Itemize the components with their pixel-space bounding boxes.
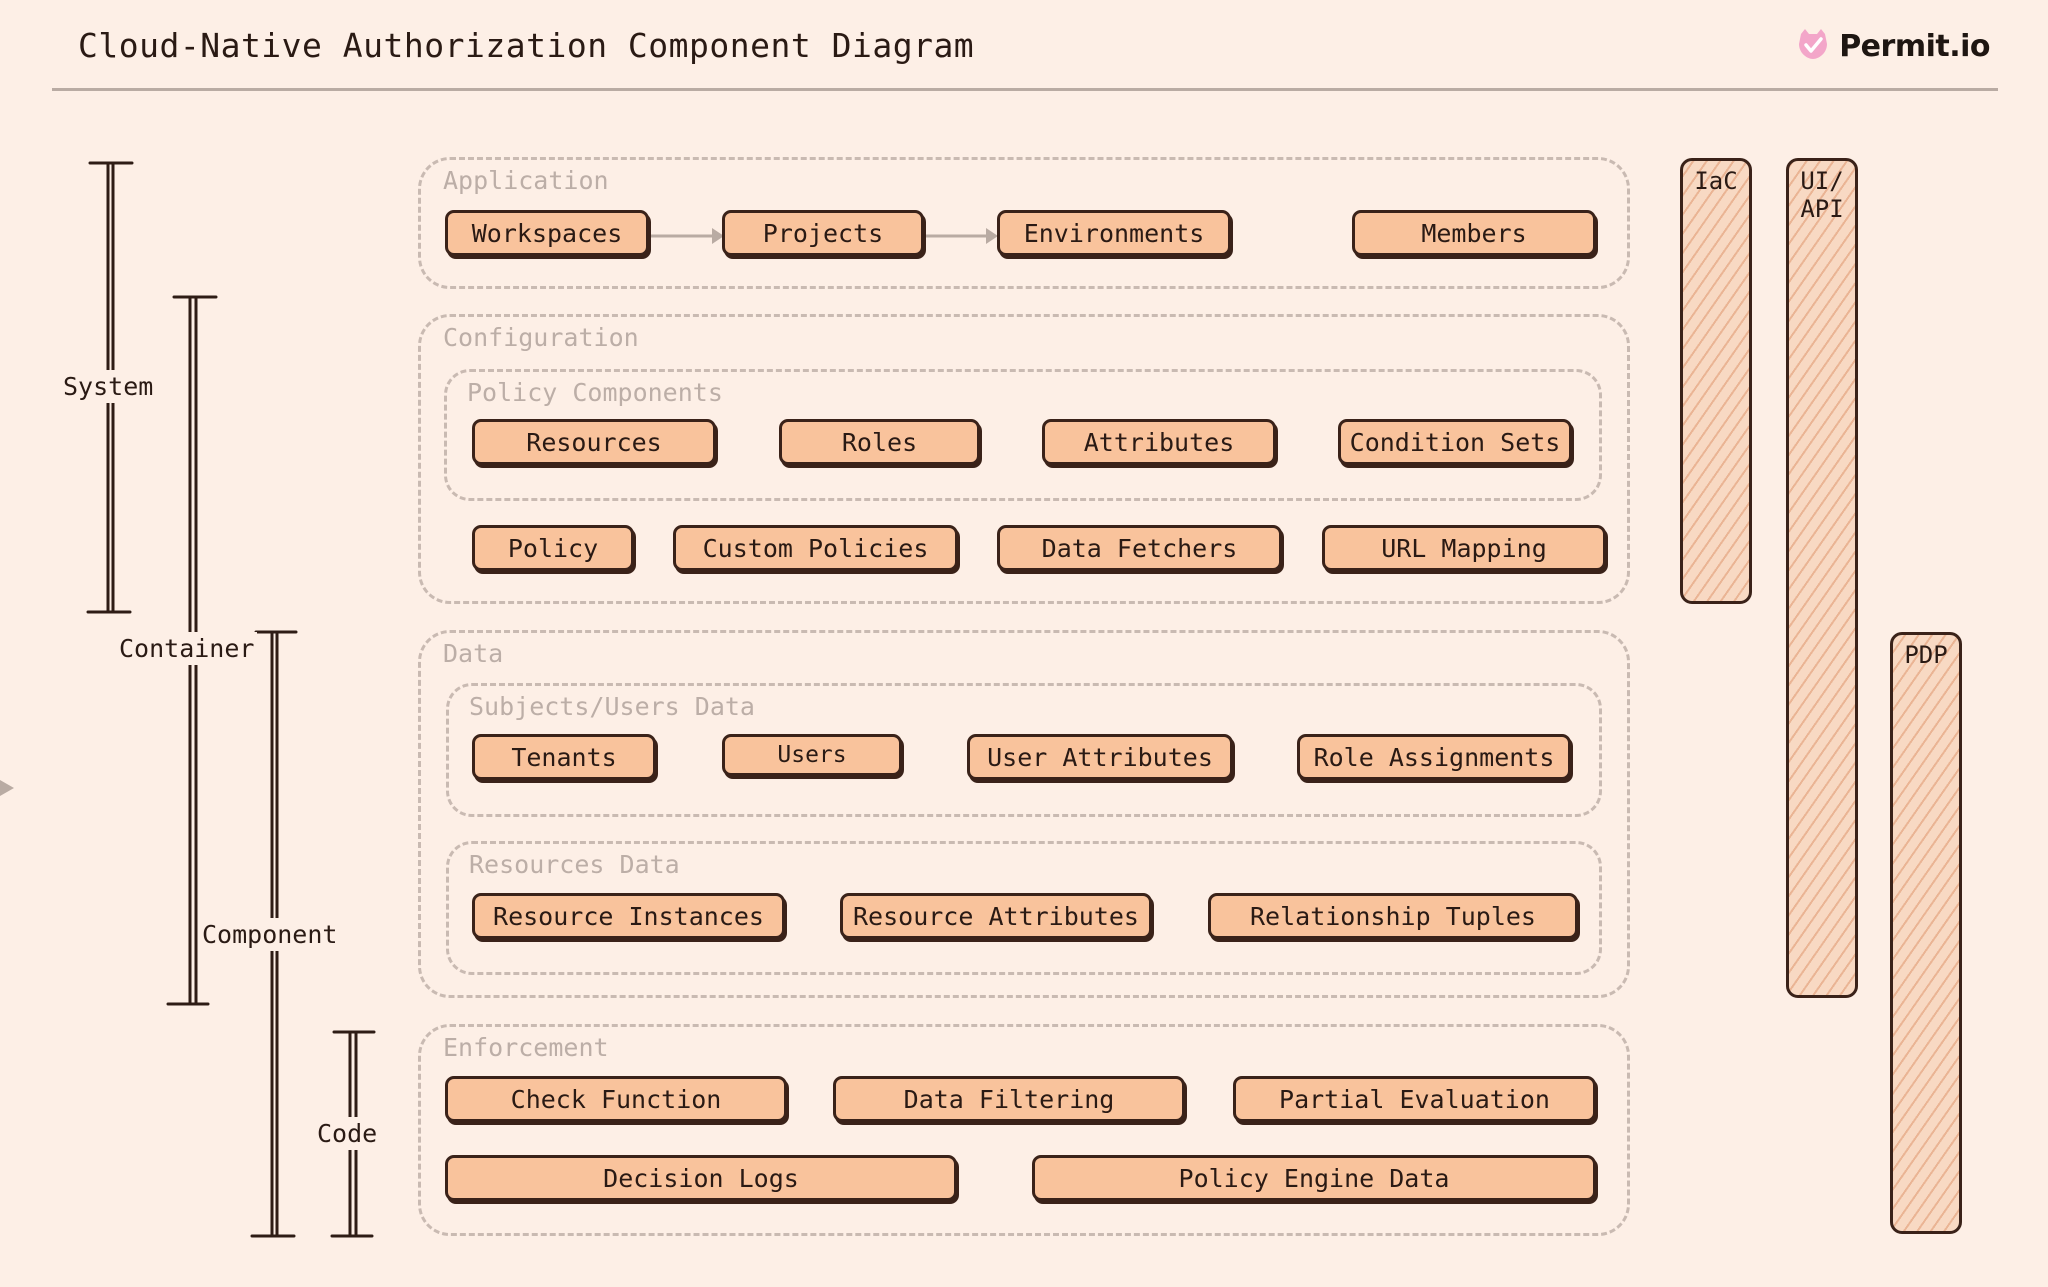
iac-bar[interactable] (1680, 158, 1752, 604)
level-label-container: Container (116, 632, 257, 665)
attributes-chip[interactable]: Attributes (1042, 419, 1276, 465)
enforcement-group (418, 1024, 1630, 1236)
enforcement-group-label: Enforcement (443, 1033, 609, 1062)
users-chip[interactable]: Users (722, 734, 902, 776)
level-label-system: System (60, 370, 156, 403)
brand-name: Permit.io (1839, 28, 1990, 64)
condition-sets-chip[interactable]: Condition Sets (1338, 419, 1572, 465)
data-group (418, 630, 1630, 998)
resource-instances-chip[interactable]: Resource Instances (472, 893, 785, 939)
application-group-label: Application (443, 166, 609, 195)
relationship-tuples-chip[interactable]: Relationship Tuples (1208, 893, 1578, 939)
ui-api-label (1789, 167, 1855, 223)
decision-logs-chip[interactable]: Decision Logs (445, 1155, 957, 1201)
level-label-code: Code (314, 1117, 380, 1150)
partial-evaluation-chip[interactable]: Partial Evaluation (1233, 1076, 1596, 1122)
environments-chip[interactable]: Environments (997, 210, 1231, 256)
level-label-component: Component (199, 918, 340, 951)
pdp-bar[interactable] (1890, 632, 1962, 1234)
role-assignments-chip[interactable]: Role Assignments (1297, 734, 1571, 780)
policy-components-label: Policy Components (467, 378, 723, 407)
user-attributes-chip[interactable]: User Attributes (967, 734, 1233, 780)
policy-engine-data-chip[interactable]: Policy Engine Data (1032, 1155, 1596, 1201)
configuration-group-label: Configuration (443, 323, 639, 352)
projects-chip[interactable]: Projects (722, 210, 924, 256)
data-fetchers-chip[interactable]: Data Fetchers (997, 525, 1282, 571)
resource-attributes-chip[interactable]: Resource Attributes (840, 893, 1152, 939)
ui-api-label-line2: API (1800, 195, 1844, 223)
members-chip[interactable]: Members (1352, 210, 1596, 256)
tenants-chip[interactable]: Tenants (472, 734, 656, 780)
pdp-label: PDP (1904, 641, 1948, 669)
url-mapping-chip[interactable]: URL Mapping (1322, 525, 1606, 571)
policy-chip[interactable]: Policy (472, 525, 634, 571)
resources-chip[interactable]: Resources (472, 419, 716, 465)
resources-data-label: Resources Data (469, 850, 680, 879)
subjects-users-label: Subjects/Users Data (469, 692, 755, 721)
data-filtering-chip[interactable]: Data Filtering (833, 1076, 1185, 1122)
data-group-label: Data (443, 639, 504, 668)
ui-api-label-line1: UI/ (1800, 167, 1844, 195)
roles-chip[interactable]: Roles (779, 419, 980, 465)
ui-api-bar[interactable] (1786, 158, 1858, 998)
check-function-chip[interactable]: Check Function (445, 1076, 787, 1122)
workspaces-chip[interactable]: Workspaces (445, 210, 649, 256)
custom-policies-chip[interactable]: Custom Policies (673, 525, 958, 571)
page-title: Cloud-Native Authorization Component Diagram (78, 26, 975, 65)
iac-label: IaC (1694, 167, 1738, 195)
